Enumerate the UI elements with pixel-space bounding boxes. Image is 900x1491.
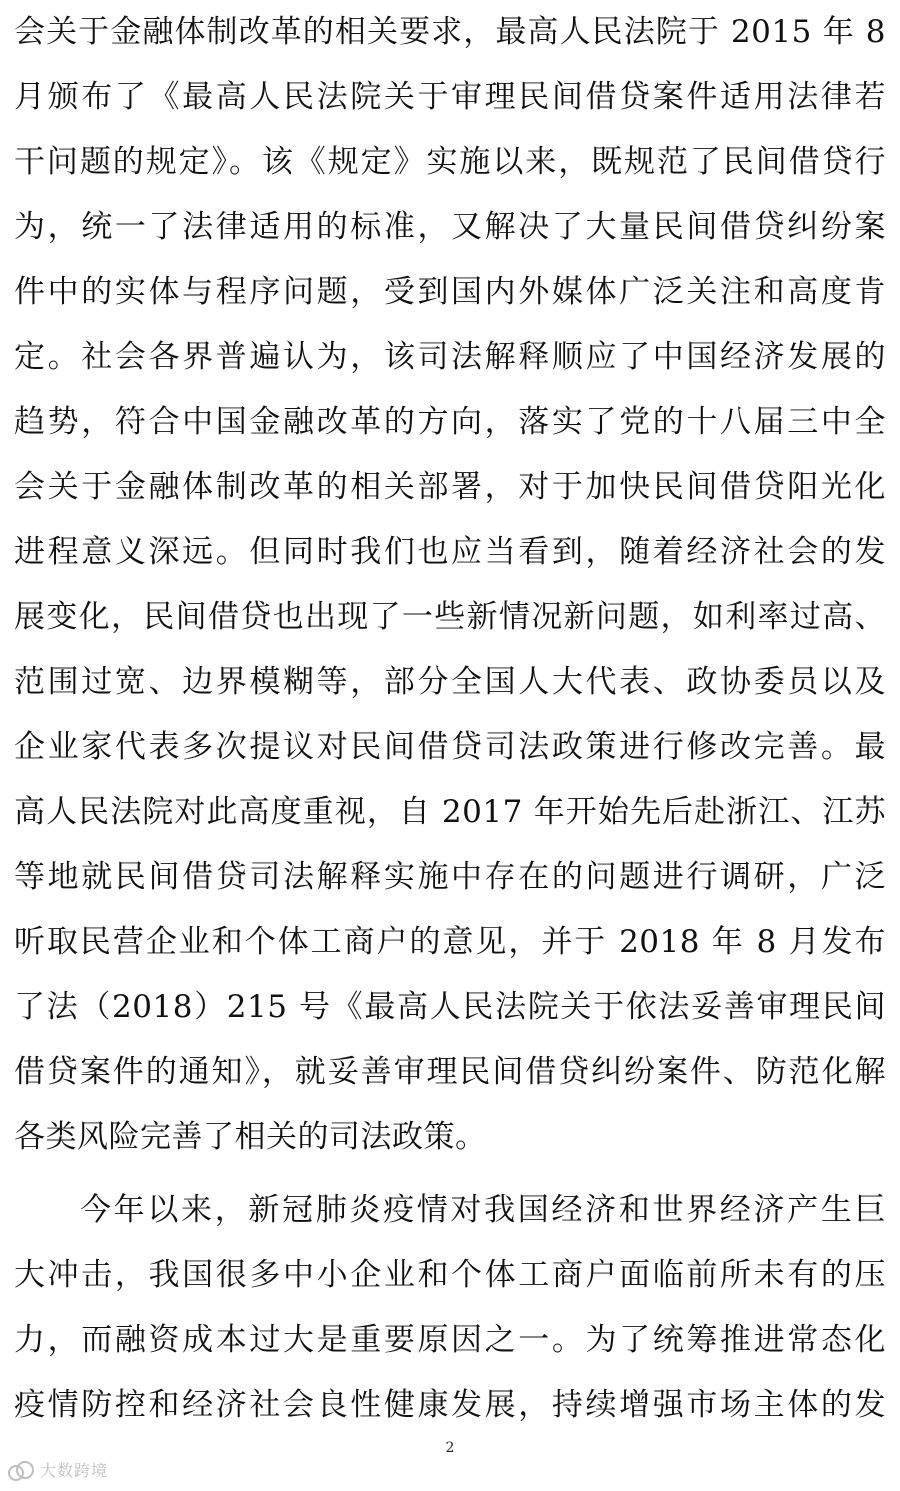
text-line: 范围过宽、边界模糊等，部分全国人大代表、政协委员以及 [14,664,886,700]
cloud-logo-icon [8,1459,34,1481]
text-line: 力，而融资成本过大是重要原因之一。为了统筹推进常态化 [14,1322,886,1358]
text-line: 等地就民间借贷司法解释实施中存在的问题进行调研，广泛 [14,859,886,895]
paragraph-gap [14,1170,886,1178]
watermark-text: 大数跨境 [40,1461,109,1480]
text-line: 大冲击，我国很多中小企业和个体工商户面临前所未有的压 [14,1257,886,1293]
paragraph-2 [14,1178,886,1438]
text-line: 月颁布了《最高人民法院关于审理民间借贷案件适用法律若 [14,79,886,115]
text-line: 为，统一了法律适用的标准，又解决了大量民间借贷纠纷案 [14,209,886,245]
text-line: 高人民法院对此高度重视，自 2017 年开始先后赴浙江、江苏 [14,794,886,830]
text-line: 企业家代表多次提议对民间借贷司法政策进行修改完善。最 [14,729,886,765]
text-line: 展变化，民间借贷也出现了一些新情况新问题，如利率过高、 [14,599,886,635]
text-line: 趋势，符合中国金融改革的方向，落实了党的十八届三中全 [14,404,886,440]
text-line: 借贷案件的通知》，就妥善审理民间借贷纠纷案件、防范化解 [14,1054,886,1090]
text-line: 定。社会各界普遍认为，该司法解释顺应了中国经济发展的 [14,339,886,375]
text-line: 听取民营企业和个体工商户的意见，并于 2018 年 8 月发布 [14,924,886,960]
text-line: 各类风险完善了相关的司法政策。 [14,1119,487,1155]
text-line: 件中的实体与程序问题，受到国内外媒体广泛关注和高度肯 [14,274,886,310]
document-body [14,0,886,1438]
watermark [8,1458,108,1481]
text-line: 会关于金融体制改革的相关部署，对于加快民间借贷阳光化 [14,469,886,505]
page-number: 2 [445,1440,455,1456]
text-line: 今年以来，新冠肺炎疫情对我国经济和世界经济产生巨 [80,1192,886,1228]
text-line: 疫情防控和经济社会良性健康发展，持续增强市场主体的发 [14,1387,886,1423]
text-line: 了法（2018）215 号《最高人民法院关于依法妥善审理民间 [14,989,886,1025]
text-line: 会关于金融体制改革的相关要求，最高人民法院于 2015 年 8 [14,14,886,50]
paragraph-1 [14,0,886,1170]
text-line: 干问题的规定》。该《规定》实施以来，既规范了民间借贷行 [14,144,886,180]
text-line: 进程意义深远。但同时我们也应当看到，随着经济社会的发 [14,534,886,570]
